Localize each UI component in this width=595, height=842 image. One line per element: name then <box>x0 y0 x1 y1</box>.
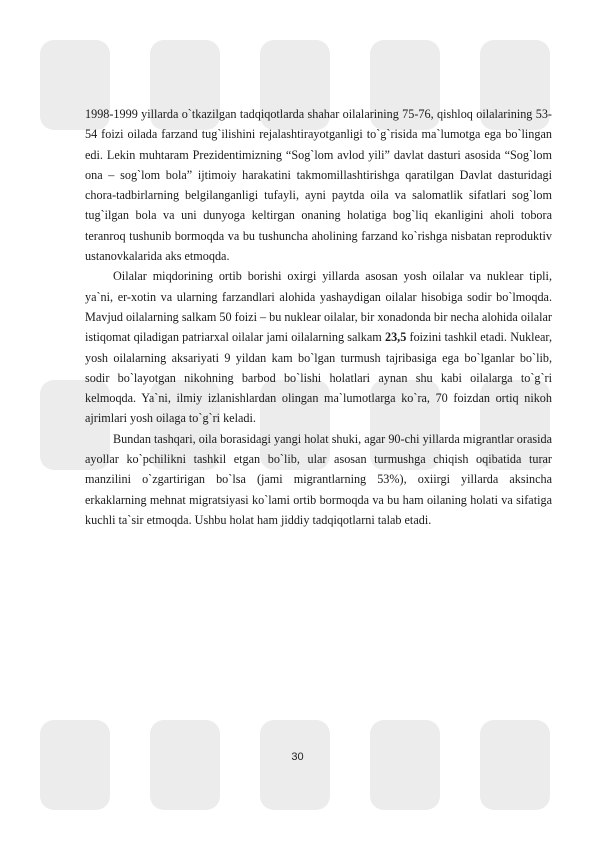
paragraph-1: 1998-1999 yillarda o`tkazilgan tadqiqotlarda shahar oilalarining 75-76, qishloq oilalarining 53-54 foizi oilada farzand tug`ilishini rejalashtirayotganligi to`g`risida ma`lumotga ega bo`lingan edi. Lekin muhtaram Prezidentimizning “Sog`lom avlod yili” davlat dasturi asosida “Sog`lom ona – sog`lom bola” ijtimoiy harakatini takmomillashtirishga qaratilgan Davlat dasturidagi chora-tadbirlarning belgilanganligi tufayli, ayni paytda oila va salomatlik sifatlari sog`lom tug`ilgan bola va uni dunyoga keltirgan onaning holatiga bog`liq ekanligini aholi tobora teranroq tushunib bormoqda va bu tushuncha aholining farzand ko`rishga nisbatan reproduktiv ustanovkalarida aks etmoqda. <box>85 107 552 264</box>
paragraph-2-text-after-bold: foizini tashkil etadi. Nuklear, yosh oilalarning aksariyati 9 yildan kam bo`lgan turmush tajribasiga ega bo`lganlar bo`lib, sodir bo`layotgan nikohning barbod bo`lishi holatlari aynan shu kabi oilalarga to`g`ri kelmoqda. Ya`ni, ilmiy izlanishlardan olingan ma`lumotlarga ko`ra, 70 foizdan ortiq nikoh ajrimlari yosh oilaga to`g`ri keladi. <box>85 330 553 426</box>
paragraph-3: Bundan tashqari, oila borasidagi yangi holat shuki, agar 90-chi yillarda migrantlar orasida ayollar ko`pchilikni tashkil etgan bo`lib, ular asosan turmushga chiqish oqibatida turar manzilini o`zgartirigan bo`lsa (jami migrantlarning 53%), oxiirgi yillarda aksincha erkaklarning mehnat migratsiyasi ko`lami ortib bormoqda va bu ham oilaning holati va sifatiga kuchli ta`sir etmoqda. Ushbu holat ham jiddiy tadqiqotlarni talab etadi. <box>85 431 552 527</box>
paragraph-2-bold-value: 23,5 <box>384 330 407 345</box>
paragraph-2-text-before-bold: Oilalar miqdorining ortib borishi oxirgi yillarda asosan yosh oilalar va nuklear tipli, ya`ni, er-xotin va ularning farzandlari alohida yashaydigan oilalar hisobiga sodir bo`lmoqda. Mavjud oilalarning salkam 50 foizi – bu nuklear oilalar, bir xonadonda bir necha alohida oilalar istiqomat qiladigan patriarxal oilalar jami oilalarning salkam <box>85 269 552 345</box>
body-text <box>85 104 552 530</box>
paragraph-2 <box>85 266 552 428</box>
page-number: 30 <box>291 751 304 763</box>
